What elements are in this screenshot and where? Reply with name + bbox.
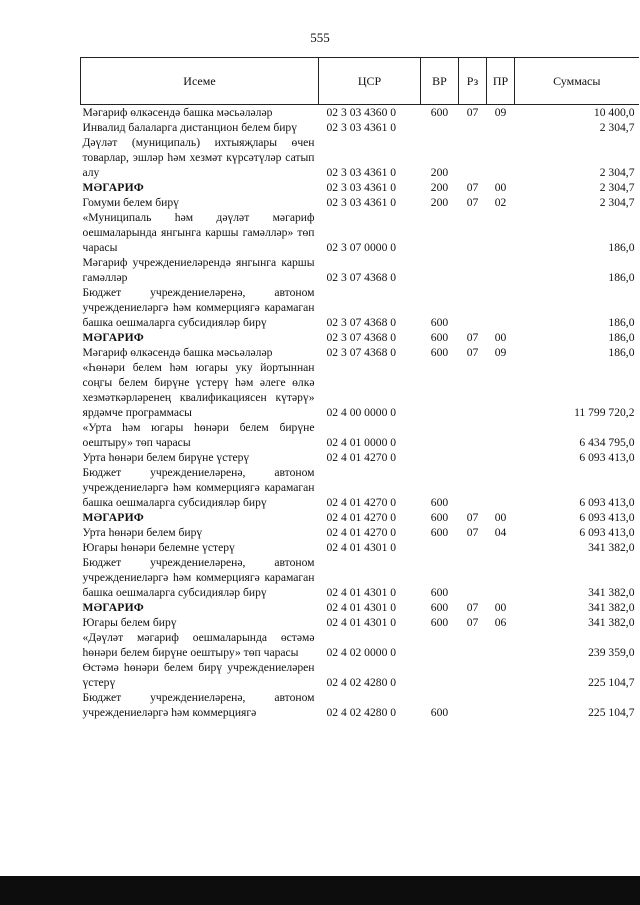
cell-rz [459,540,487,555]
header-vr: ВР [421,58,459,105]
cell-vr [421,210,459,255]
cell-name: Мәгариф учреждениеләрендә янгынга каршы гамәлләр [82,256,315,284]
cell-vr: 600 [430,706,449,719]
cell-sum: 186,0 [608,331,635,344]
cell-name: Бюджет учреждениеләренә, автоном учреждениеләргә һәм коммерциягә карамаган башка оешмаларга субсидияләр бирү [82,286,315,329]
cell-rz: 07 [466,526,479,539]
cell-rz [459,255,487,285]
cell-pr: 02 [494,196,507,209]
cell-name: Бюджет учреждениеләренә, автоном учреждениеләргә һәм коммерциягә [82,691,315,719]
table-row [81,660,639,690]
cell-sum: 225 104,7 [588,706,635,719]
cell-name: МӘГАРИФ [82,601,144,614]
cell-csr: 02 4 01 4270 0 [326,496,397,509]
cell-sum: 11 799 720,2 [574,406,635,419]
cell-rz [459,660,487,690]
cell-sum: 6 434 795,0 [579,436,635,449]
cell-csr: 02 4 01 4301 0 [326,616,397,629]
cell-rz: 07 [466,346,479,359]
cell-pr: 00 [494,181,507,194]
cell-rz [459,465,487,510]
table-row [81,255,639,285]
cell-sum: 10 400,0 [593,106,635,119]
header-sum: Суммасы [515,58,639,105]
cell-rz [459,120,487,135]
cell-name: Мәгариф өлкәсендә башка мәсьәләләр [82,346,273,359]
cell-name: «Муниципаль һәм дәүләт мәгариф оешмаларында янгынга каршы гамәлләр» төп чарасы [82,211,315,254]
cell-vr [421,660,459,690]
cell-name: Инвалид балаларга дистанцион белем бирү [82,121,298,134]
cell-sum: 2 304,7 [599,196,635,209]
cell-vr: 600 [430,586,449,599]
cell-rz [459,555,487,600]
cell-vr [421,450,459,465]
cell-csr: 02 4 01 4301 0 [326,586,397,599]
cell-vr: 600 [430,331,449,344]
cell-vr: 600 [430,526,449,539]
cell-pr [487,540,515,555]
cell-sum: 6 093 413,0 [579,496,635,509]
cell-pr [487,690,515,720]
cell-csr: 02 3 07 4368 0 [326,346,397,359]
table-row [81,630,639,660]
budget-table [80,57,639,720]
table-row [81,600,639,615]
header-rz: Рз [459,58,487,105]
cell-vr: 600 [430,106,449,119]
cell-rz [459,420,487,450]
cell-sum: 186,0 [608,316,635,329]
cell-sum: 341 382,0 [588,601,635,614]
cell-name: Югары һөнәри белемне үстерү [82,541,235,554]
cell-vr [421,255,459,285]
table-row [81,135,639,180]
cell-rz: 07 [466,511,479,524]
cell-rz [459,135,487,180]
cell-pr [487,465,515,510]
table-header [81,58,639,105]
cell-name: Гомуми белем бирү [82,196,179,209]
cell-sum: 2 304,7 [599,181,635,194]
cell-sum: 186,0 [608,271,635,284]
cell-name: МӘГАРИФ [82,331,144,344]
cell-pr [487,120,515,135]
cell-name: Өстәмә һөнәри белем бирү учреждениеләрен үстерү [82,661,315,689]
table-row [81,345,639,360]
cell-name: Бюджет учреждениеләренә, автоном учреждениеләргә һәм коммерциягә карамаган башка оешмаларга субсидияләр бирү [82,466,315,509]
cell-vr [421,420,459,450]
cell-pr [487,255,515,285]
table-row [81,180,639,195]
cell-sum: 341 382,0 [588,541,635,554]
cell-pr: 06 [494,616,507,629]
cell-csr: 02 3 07 4368 0 [326,331,397,344]
cell-vr [421,540,459,555]
table-row [81,555,639,600]
cell-csr: 02 4 02 4280 0 [326,706,397,719]
cell-rz: 07 [466,181,479,194]
cell-rz [459,360,487,420]
cell-sum: 2 304,7 [599,166,635,179]
cell-rz [459,285,487,330]
table-row [81,105,639,121]
table-row [81,285,639,330]
cell-sum: 6 093 413,0 [579,451,635,464]
cell-sum: 341 382,0 [588,586,635,599]
cell-sum: 2 304,7 [599,121,635,134]
table-row [81,210,639,255]
cell-name: «Урта һәм югары һөнәри белем бирүне оештыру» төп чарасы [82,421,315,449]
cell-vr: 600 [430,496,449,509]
header-pr: ПР [487,58,515,105]
cell-csr: 02 3 03 4360 0 [326,106,397,119]
cell-name: Бюджет учреждениеләренә, автоном учреждениеләргә һәм коммерциягә карамаган башка оешмаларга субсидияләр бирү [82,556,315,599]
cell-vr [421,630,459,660]
cell-vr: 200 [430,196,449,209]
cell-sum: 186,0 [608,241,635,254]
cell-vr: 600 [430,511,449,524]
scan-edge-bar [0,876,640,905]
cell-name: Урта һөнәри белем бирүне үстерү [82,451,250,464]
cell-csr: 02 3 03 4361 0 [326,121,397,134]
cell-rz: 07 [466,196,479,209]
header-name: Исеме [81,58,319,105]
cell-pr [487,420,515,450]
cell-pr [487,135,515,180]
cell-csr: 02 4 01 4270 0 [326,511,397,524]
cell-vr: 600 [430,601,449,614]
cell-vr [421,120,459,135]
cell-sum: 341 382,0 [588,616,635,629]
cell-vr: 600 [430,616,449,629]
cell-name: «Һөнәри белем һәм югары уку йортыннан соңгы белем бирүне үстерү һәм әлеге өлкә хезмәткәрләренең квалификациясен күтәрү» ярдәмче программасы [82,361,315,419]
table-row [81,120,639,135]
cell-pr: 00 [494,511,507,524]
cell-rz [459,630,487,660]
cell-pr [487,660,515,690]
cell-csr: 02 4 02 4280 0 [326,676,397,689]
cell-pr [487,450,515,465]
cell-pr: 09 [494,106,507,119]
cell-rz: 07 [466,616,479,629]
cell-rz [459,450,487,465]
cell-csr: 02 3 07 4368 0 [326,271,397,284]
cell-sum: 225 104,7 [588,676,635,689]
cell-pr: 00 [494,331,507,344]
page-number: 555 [310,30,330,45]
cell-vr: 600 [430,316,449,329]
cell-name: МӘГАРИФ [82,511,144,524]
cell-pr [487,630,515,660]
cell-csr: 02 4 01 0000 0 [326,436,397,449]
table-row [81,330,639,345]
cell-rz: 07 [466,331,479,344]
cell-vr: 200 [430,181,449,194]
cell-name: Мәгариф өлкәсендә башка мәсьәләләр [82,106,273,119]
cell-pr [487,555,515,600]
cell-sum: 239 359,0 [588,646,635,659]
cell-name: «Дәүләт мәгариф оешмаларында өстәмә һөнәри белем бирүне оештыру» төп чарасы [82,631,315,659]
cell-pr [487,210,515,255]
cell-csr: 02 4 01 4270 0 [326,526,397,539]
cell-rz: 07 [466,601,479,614]
cell-csr: 02 3 07 0000 0 [326,241,397,254]
table-row [81,195,639,210]
table-row [81,615,639,630]
cell-name: Югары белем бирү [82,616,177,629]
cell-name: Дәүләт (муниципаль) ихтыяҗлары өчен товарлар, эшләр һәм хезмәт күрсәтүләр сатып алу [82,136,315,179]
cell-name: Урта һөнәри белем бирү [82,526,203,539]
cell-sum: 6 093 413,0 [579,511,635,524]
cell-csr: 02 4 01 4301 0 [326,541,397,554]
table-row [81,465,639,510]
cell-csr: 02 3 07 4368 0 [326,316,397,329]
cell-sum: 186,0 [608,346,635,359]
cell-rz: 07 [466,106,479,119]
cell-pr [487,285,515,330]
cell-name: МӘГАРИФ [82,181,144,194]
table-row [81,450,639,465]
cell-rz [459,210,487,255]
table-row [81,360,639,420]
cell-pr [487,360,515,420]
cell-csr: 02 3 03 4361 0 [326,196,397,209]
cell-csr: 02 4 01 4301 0 [326,601,397,614]
cell-csr: 02 4 02 0000 0 [326,646,397,659]
cell-sum: 6 093 413,0 [579,526,635,539]
cell-pr: 00 [494,601,507,614]
table-row [81,540,639,555]
table-row [81,510,639,525]
cell-csr: 02 3 03 4361 0 [326,166,397,179]
header-csr: ЦСР [319,58,421,105]
table-row [81,525,639,540]
cell-csr: 02 3 03 4361 0 [326,181,397,194]
cell-pr: 04 [494,526,507,539]
cell-rz [459,690,487,720]
cell-vr: 600 [430,346,449,359]
cell-vr [421,360,459,420]
cell-vr: 200 [430,166,449,179]
table-row [81,690,639,720]
cell-pr: 09 [494,346,507,359]
table-row [81,420,639,450]
cell-csr: 02 4 00 0000 0 [326,406,397,419]
table-body [81,105,639,721]
cell-csr: 02 4 01 4270 0 [326,451,397,464]
